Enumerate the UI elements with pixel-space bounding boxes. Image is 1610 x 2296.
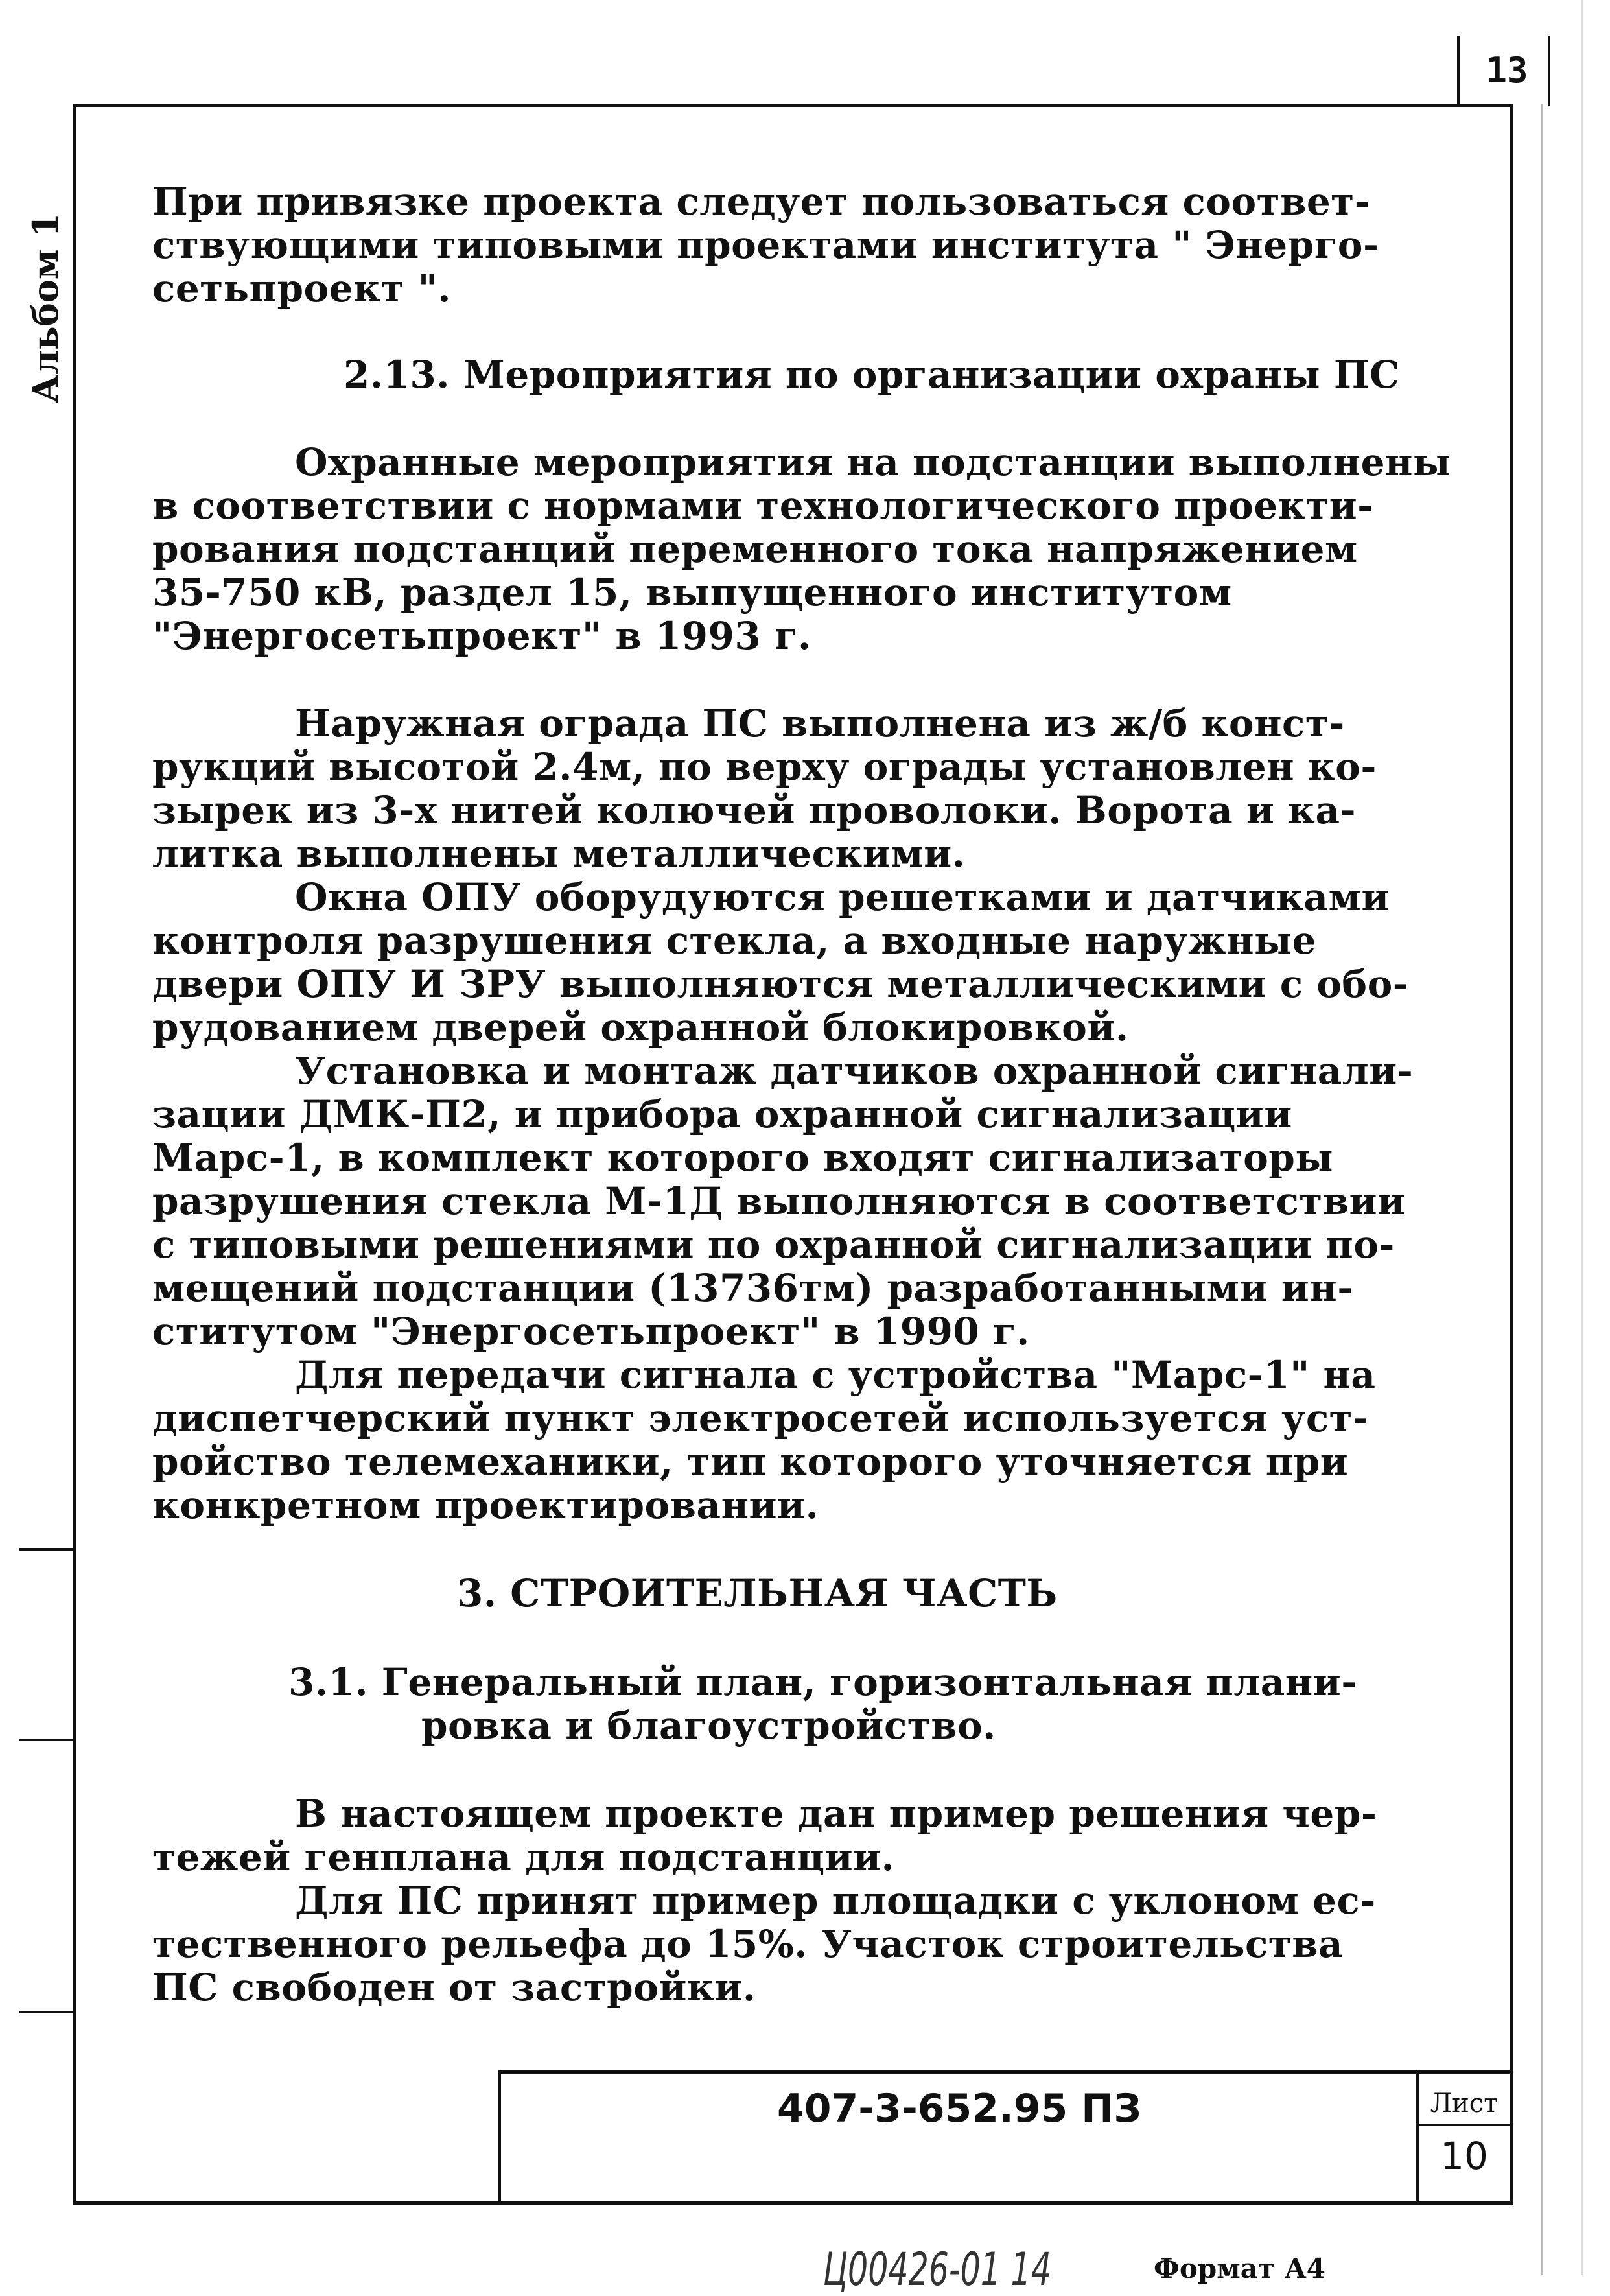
fence-line: с типовыми решениями по охранной сигнализации по- (152, 1223, 1395, 1267)
section-heading-2-13: 2.13. Мероприятия по организации охраны ПС (344, 353, 1400, 397)
title-block-left (498, 2070, 501, 2204)
intro-line: ствующими типовыми проектами института " Энерго- (152, 223, 1379, 267)
genplan-line: тественного рельефа до 15%. Участок строительства (152, 1922, 1344, 1966)
security-norms-line: рования подстанций переменного тока напряжением (152, 527, 1358, 571)
frame-top (73, 104, 1513, 107)
format-label: Формат А4 (1154, 2253, 1326, 2284)
intro-line: При привязке проекта следует пользоваться соответ- (152, 180, 1371, 224)
fence-line: контроля разрушения стекла, а входные наружные (152, 919, 1317, 963)
fence-line: рудованием дверей охранной блокировкой. (152, 1005, 1129, 1049)
section-heading-3: 3. СТРОИТЕЛЬНАЯ ЧАСТЬ (457, 1571, 1058, 1615)
fence-line: зырек из 3-х нитей колючей проволоки. Ворота и ка- (152, 788, 1357, 832)
fence-line: зации ДМК-П2, и прибора охранной сигнализации (152, 1092, 1292, 1136)
fence-line: двери ОПУ И ЗРУ выполняются металлическими с обо- (152, 962, 1409, 1006)
fence-line: диспетчерский пункт электросетей используется уст- (152, 1396, 1369, 1440)
fence-line: конкретном проектировании. (152, 1483, 819, 1527)
fence-line: Для передачи сигнала с устройства "Марс-1" на (295, 1353, 1376, 1397)
scan-edge-line (1541, 104, 1543, 2275)
sheet-label-divider (1416, 2124, 1513, 2126)
title-block-top (498, 2070, 1513, 2074)
margin-tick (19, 2011, 73, 2013)
page-number: 13 (1486, 49, 1528, 91)
fence-line: разрушения стекла М-1Д выполняются в соответствии (152, 1179, 1406, 1223)
fence-line: литка выполнены металлическими. (152, 832, 966, 876)
fence-line: Наружная ограда ПС выполнена из ж/б конст- (295, 701, 1345, 745)
sheet-label: Лист (1430, 2089, 1499, 2118)
album-label (19, 201, 71, 415)
genplan-line: тежей генплана для подстанции. (152, 1835, 895, 1879)
frame-bottom (73, 2201, 1513, 2205)
security-norms-line: Охранные мероприятия на подстанции выполнены (295, 440, 1451, 484)
section-heading-3-1: ровка и благоустройство. (421, 1704, 996, 1748)
fence-line: Установка и монтаж датчиков охранной сигнали- (295, 1049, 1414, 1093)
document-code: 407-3-652.95 ПЗ (776, 2086, 1142, 2131)
margin-tick (19, 1548, 73, 1551)
margin-tick (19, 1739, 73, 1741)
archive-code-handwritten: Ц00426-01 14 (823, 2243, 1051, 2296)
frame-right (1510, 104, 1513, 2204)
frame-left (73, 104, 76, 2204)
scan-edge-line (1581, 0, 1583, 2275)
fence-line: рукций высотой 2.4м, по верху ограды установлен ко- (152, 745, 1377, 789)
album-label-text: Альбом 1 (25, 212, 66, 404)
security-norms-line: 35-750 кВ, раздел 15, выпущенного институтом (152, 570, 1232, 615)
fence-line: Окна ОПУ оборудуются решетками и датчиками (295, 875, 1390, 919)
intro-line: сетьпроект ". (152, 266, 452, 310)
genplan-line: В настоящем проекте дан пример решения чер- (295, 1792, 1377, 1836)
section-heading-3-1: 3.1. Генеральный план, горизонтальная плани- (288, 1660, 1357, 1704)
genplan-line: Для ПС принят пример площадки с уклоном ес- (295, 1879, 1376, 1923)
fence-line: Марс-1, в комплект которого входят сигнализаторы (152, 1136, 1333, 1180)
sheet-number: 10 (1440, 2134, 1488, 2178)
genplan-line: ПС свободен от застройки. (152, 1965, 756, 2009)
fence-line: ройство телемеханики, тип которого уточняется при (152, 1440, 1349, 1484)
security-norms-line: в соответствии с нормами технологического проекти- (152, 484, 1373, 528)
security-norms-line: "Энергосетьпроект" в 1993 г. (152, 614, 811, 658)
fence-line: мещений подстанции (13736тм) разработанными ин- (152, 1266, 1353, 1310)
fence-line: ститутом "Энергосетьпроект" в 1990 г. (152, 1309, 1030, 1353)
